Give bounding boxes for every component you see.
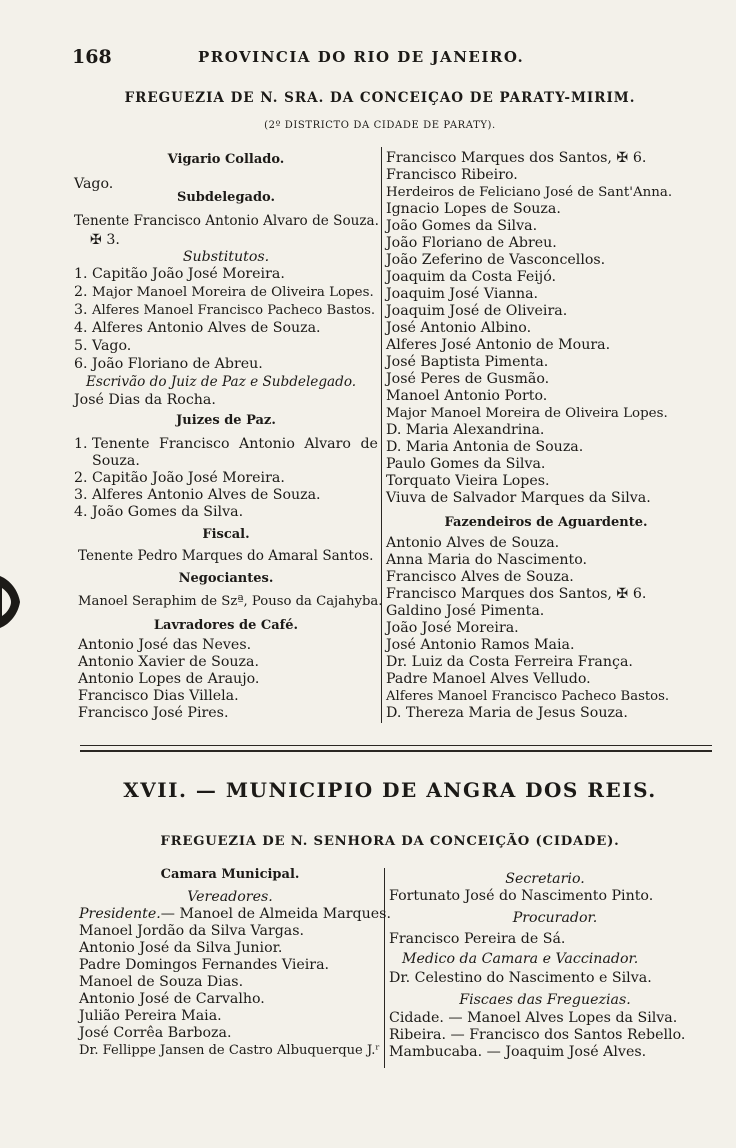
escrivao-heading: Escrivão do Juiz de Paz e Subdelegado.	[86, 374, 357, 390]
list-item: Antonio Xavier de Souza.	[78, 654, 259, 670]
list-item: Dr. Luiz da Costa Ferreira França.	[386, 654, 633, 670]
item-number: 4.	[74, 504, 88, 520]
section-divider-top	[80, 745, 712, 746]
item-text: Alferes Manoel Francisco Pacheco Bastos.	[92, 303, 376, 318]
item-text: Capitão João José Moreira.	[92, 470, 285, 486]
running-title: PROVINCIA DO RIO DE JANEIRO.	[198, 48, 525, 66]
page-number: 168	[72, 46, 112, 68]
list-item: Padre Manoel Alves Velludo.	[386, 671, 591, 687]
list-item: Manoel de Souza Dias.	[79, 974, 244, 990]
item-text: Tenente Francisco Antonio Alvaro de	[92, 436, 378, 452]
list-item: Cidade. — Manoel Alves Lopes da Silva.	[389, 1010, 678, 1026]
vigario-value: Vago.	[74, 176, 114, 192]
item-number: 4.	[74, 320, 88, 336]
secretario-value: Fortunato José do Nascimento Pinto.	[389, 888, 654, 904]
list-item: Francisco José Pires.	[78, 705, 229, 721]
list-item: João Gomes da Silva.	[386, 218, 538, 234]
list-item	[74, 453, 140, 470]
list-item: Major Manoel Moreira de Oliveira Lopes.	[386, 406, 668, 421]
list-item	[74, 436, 378, 453]
negociantes-heading: Negociantes.	[178, 571, 274, 586]
item-number: 2.	[74, 284, 88, 300]
list-item	[74, 470, 285, 487]
negociantes-value: Manoel Seraphim de Szª, Pouso da Cajahyba.	[78, 594, 383, 609]
subdelegado-name: Tenente Francisco Antonio Alvaro de Souza.	[74, 213, 379, 229]
list-item: Antonio José da Silva Junior.	[79, 940, 283, 956]
list-item: Francisco Dias Villela.	[78, 688, 239, 704]
list-item: Antonio José das Neves.	[78, 637, 252, 653]
list-item: Manoel Antonio Porto.	[386, 388, 548, 404]
item-number: 6.	[74, 356, 88, 372]
item-text: João Gomes da Silva.	[92, 504, 244, 520]
fiscal-value: Tenente Pedro Marques do Amaral Santos.	[78, 548, 374, 564]
vereadores-heading: Vereadores.	[187, 889, 273, 905]
item-text: João Floriano de Abreu.	[92, 356, 263, 372]
section1-title: FREGUEZIA DE N. SRA. DA CONCEIÇAO DE PARATY-MIRIM.	[124, 90, 636, 106]
procurador-heading: Procurador.	[512, 910, 598, 926]
substitutos-heading: Substitutos.	[182, 249, 270, 265]
subdelegado-mark: ✠ 3.	[90, 232, 120, 248]
list-item: Alferes José Antonio de Moura.	[386, 337, 611, 353]
list-item: Viuva de Salvador Marques da Silva.	[386, 490, 651, 506]
list-item: João Floriano de Abreu.	[386, 235, 557, 251]
subdelegado-heading: Subdelegado.	[176, 190, 276, 205]
procurador-value: Francisco Pereira de Sá.	[389, 931, 566, 947]
list-item: D. Maria Antonia de Souza.	[386, 439, 584, 455]
fazendeiros-heading: Fazendeiros de Aguardente.	[444, 515, 648, 530]
list-item: Anna Maria do Nascimento.	[386, 552, 588, 568]
list-item	[74, 302, 375, 319]
list-item: João José Moreira.	[386, 620, 519, 636]
presidente-line	[79, 906, 391, 923]
list-item	[74, 356, 263, 373]
list-item: Ribeira. — Francisco dos Santos Rebello.	[389, 1027, 686, 1043]
list-item: Julião Pereira Maia.	[79, 1008, 222, 1024]
presidente-label: Presidente.	[79, 906, 161, 922]
list-item: D. Thereza Maria de Jesus Souza.	[386, 705, 628, 721]
list-item: Joaquim José de Oliveira.	[386, 303, 568, 319]
list-item: Antonio José de Carvalho.	[79, 991, 265, 1007]
medico-value: Dr. Celestino do Nascimento e Silva.	[389, 970, 652, 986]
list-item: José Antonio Albino.	[386, 320, 532, 336]
item-number: 3.	[74, 487, 88, 503]
escrivao-value: José Dias da Rocha.	[74, 392, 216, 408]
list-item: Antonio Alves de Souza.	[386, 535, 560, 551]
list-item: Padre Domingos Fernandes Vieira.	[79, 957, 330, 973]
list-item: Ignacio Lopes de Souza.	[386, 201, 561, 217]
item-number: 1.	[74, 436, 88, 452]
section2-title: XVII. — MUNICIPIO DE ANGRA DOS REIS.	[123, 778, 657, 802]
fiscaes-heading: Fiscaes das Freguezias.	[459, 992, 631, 1008]
list-item	[74, 266, 285, 283]
item-number: 1.	[74, 266, 88, 282]
list-item	[74, 284, 374, 301]
item-text: Souza.	[92, 453, 140, 469]
list-item: Francisco Ribeiro.	[386, 167, 518, 183]
list-item: José Corrêa Barboza.	[79, 1025, 232, 1041]
item-number: 2.	[74, 470, 88, 486]
list-item: Antonio Lopes de Araujo.	[78, 671, 260, 687]
item-text: Major Manoel Moreira de Oliveira Lopes.	[92, 285, 374, 300]
list-item: Francisco Alves de Souza.	[386, 569, 574, 585]
item-number: 5.	[74, 338, 88, 354]
secretario-heading: Secretario.	[505, 871, 585, 887]
medico-heading: Medico da Camara e Vaccinador.	[402, 951, 639, 967]
list-item	[74, 504, 243, 521]
camara-heading: Camara Municipal.	[160, 867, 300, 882]
list-item: João Zeferino de Vasconcellos.	[386, 252, 606, 268]
item-text: Alferes Antonio Alves de Souza.	[92, 320, 321, 336]
list-item: José Baptista Pimenta.	[386, 354, 549, 370]
list-item	[74, 320, 321, 337]
column-divider-1	[381, 147, 382, 723]
list-item: Galdino José Pimenta.	[386, 603, 545, 619]
item-text: Vago.	[92, 338, 132, 354]
section-divider-bottom	[80, 750, 712, 752]
list-item: D. Maria Alexandrina.	[386, 422, 545, 438]
list-item: Mambucaba. — Joaquim José Alves.	[389, 1044, 647, 1060]
fiscal-heading: Fiscal.	[202, 527, 250, 542]
juizes-heading: Juizes de Paz.	[176, 413, 276, 428]
binding-blot	[0, 572, 24, 632]
list-item: Dr. Fellippe Jansen de Castro Albuquerque J.ʳ	[79, 1043, 380, 1058]
list-item: Francisco Marques dos Santos, ✠ 6.	[386, 586, 647, 602]
list-item: José Peres de Gusmão.	[386, 371, 550, 387]
list-item: Joaquim José Vianna.	[386, 286, 539, 302]
list-item: Joaquim da Costa Feijó.	[386, 269, 557, 285]
list-item	[74, 338, 131, 355]
lavradores-heading: Lavradores de Café.	[153, 618, 299, 633]
section1-subtitle: (2º DISTRICTO DA CIDADE DE PARATY).	[264, 120, 496, 131]
presidente-name: — Manoel de Almeida Marques.	[160, 906, 391, 922]
item-text: Alferes Antonio Alves de Souza.	[92, 487, 321, 503]
vigario-heading: Vigario Collado.	[167, 152, 285, 167]
list-item: Paulo Gomes da Silva.	[386, 456, 546, 472]
list-item: José Antonio Ramos Maia.	[386, 637, 575, 653]
list-item: Manoel Jordão da Silva Vargas.	[79, 923, 305, 939]
item-text: Capitão João José Moreira.	[92, 266, 285, 282]
list-item: Alferes Manoel Francisco Pacheco Bastos.	[386, 689, 670, 704]
list-item	[74, 487, 321, 504]
section2-subtitle: FREGUEZIA DE N. SENHORA DA CONCEIÇÃO (CIDADE).	[160, 834, 620, 849]
list-item: Francisco Marques dos Santos, ✠ 6.	[386, 150, 647, 166]
column-divider-2	[384, 868, 385, 1068]
list-item: Herdeiros de Feliciano José de Sant'Anna.	[386, 185, 673, 200]
item-number: 3.	[74, 302, 88, 318]
list-item: Torquato Vieira Lopes.	[386, 473, 550, 489]
